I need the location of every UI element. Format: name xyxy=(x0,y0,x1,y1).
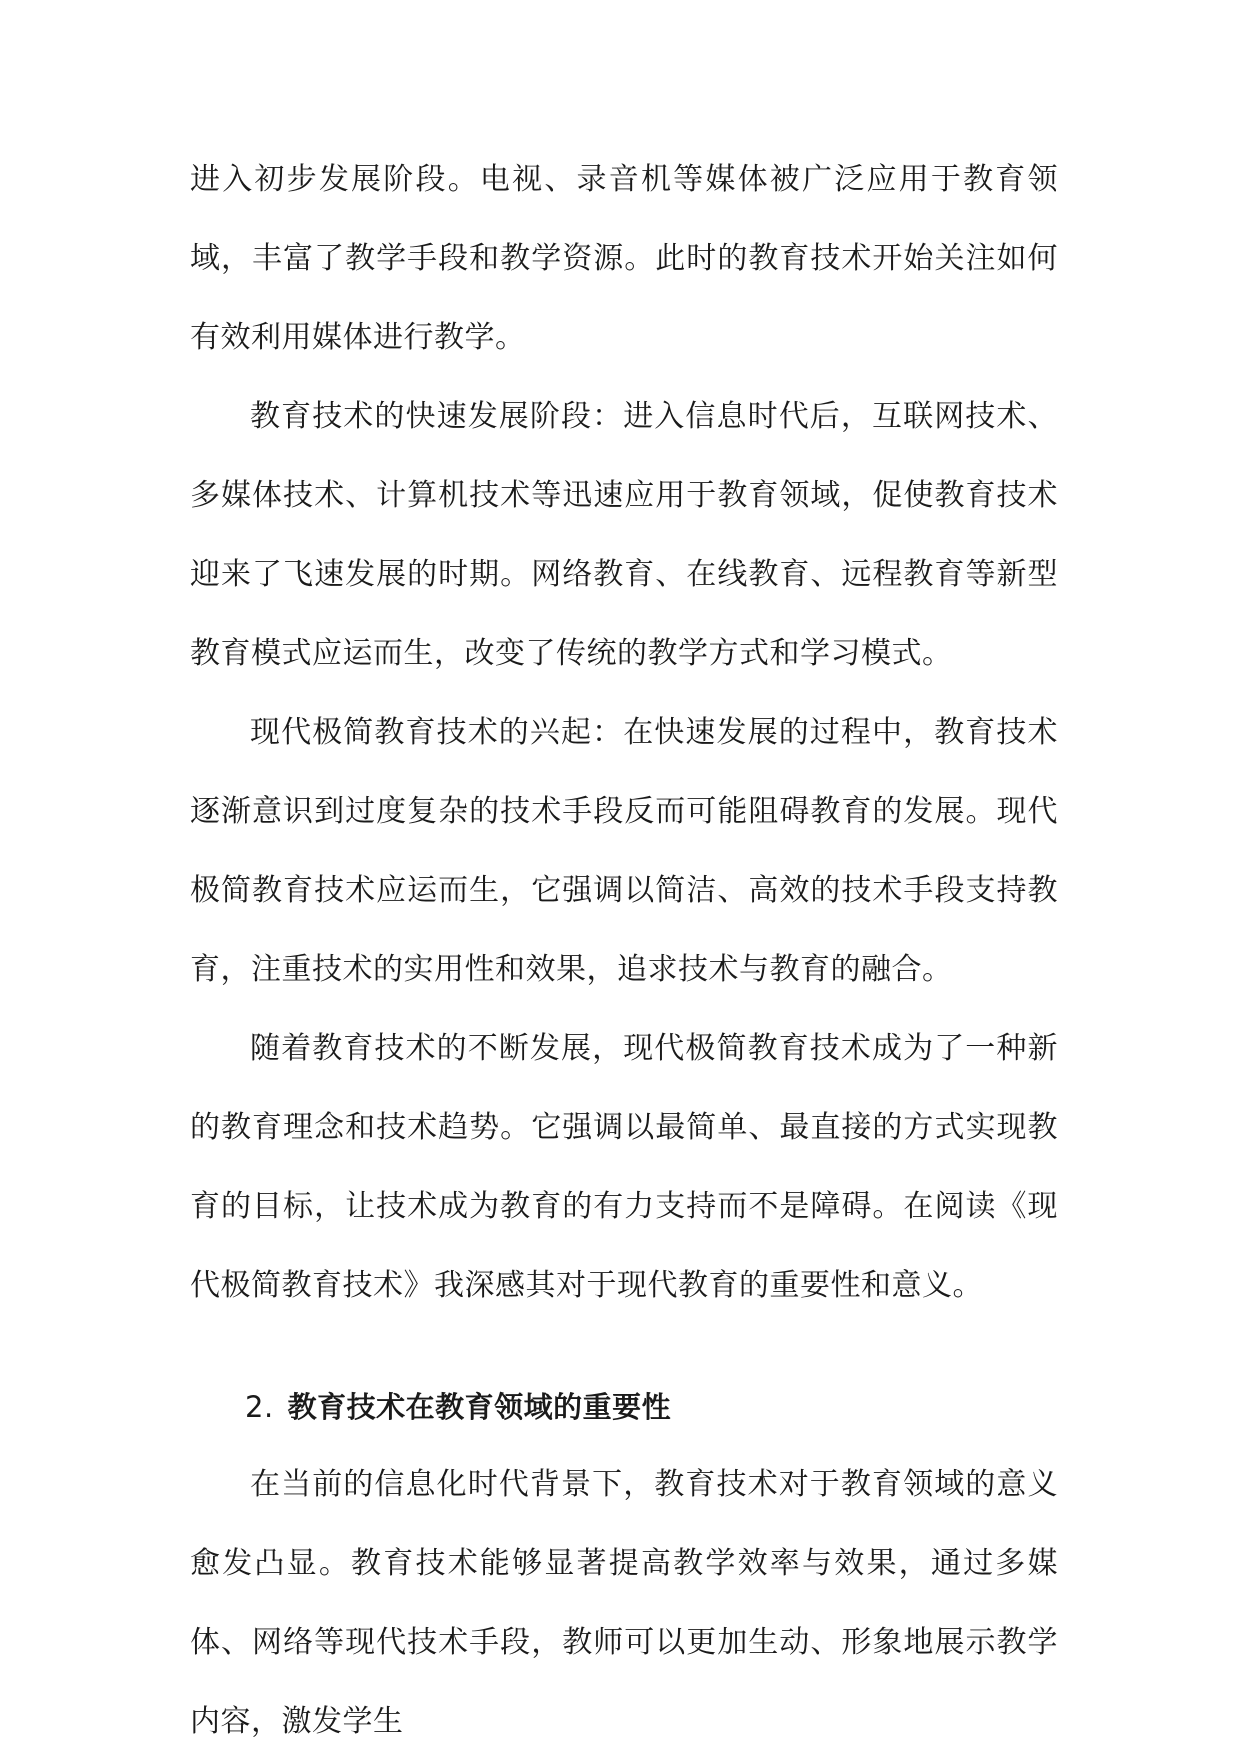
section-title: 教育技术在教育领域的重要性 xyxy=(287,1390,672,1424)
paragraph-continuation: 进入初步发展阶段。电视、录音机等媒体被广泛应用于教育领域，丰富了教学手段和教学资源。此时的教育技术开始关注如何有效利用媒体进行教学。 xyxy=(190,162,1058,355)
document-body xyxy=(190,140,1058,1761)
paragraph-minimalist-rise: 现代极简教育技术的兴起：在快速发展的过程中，教育技术逐渐意识到过度复杂的技术手段反而可能阻碍教育的发展。现代极简教育技术应运而生，它强调以简洁、高效的技术手段支持教育，注重技术的实用性和效果，追求技术与教育的融合。 xyxy=(190,715,1058,987)
section-number: 2. xyxy=(245,1390,274,1424)
paragraph-rapid-development: 教育技术的快速发展阶段：进入信息时代后，互联网技术、多媒体技术、计算机技术等迅速应用于教育领域，促使教育技术迎来了飞速发展的时期。网络教育、在线教育、远程教育等新型教育模式应运而生，改变了传统的教学方式和学习模式。 xyxy=(190,399,1058,671)
section-heading xyxy=(190,1369,1058,1445)
paragraph-importance: 在当前的信息化时代背景下，教育技术对于教育领域的意义愈发凸显。教育技术能够显著提高教学效率与效果，通过多媒体、网络等现代技术手段，教师可以更加生动、形象地展示教学内容，激发学生 xyxy=(190,1467,1058,1739)
paragraph-trend-summary: 随着教育技术的不断发展，现代极简教育技术成为了一种新的教育理念和技术趋势。它强调以最简单、最直接的方式实现教育的目标，让技术成为教育的有力支持而不是障碍。在阅读《现代极简教育技术》我深感其对于现代教育的重要性和意义。 xyxy=(190,1031,1058,1303)
